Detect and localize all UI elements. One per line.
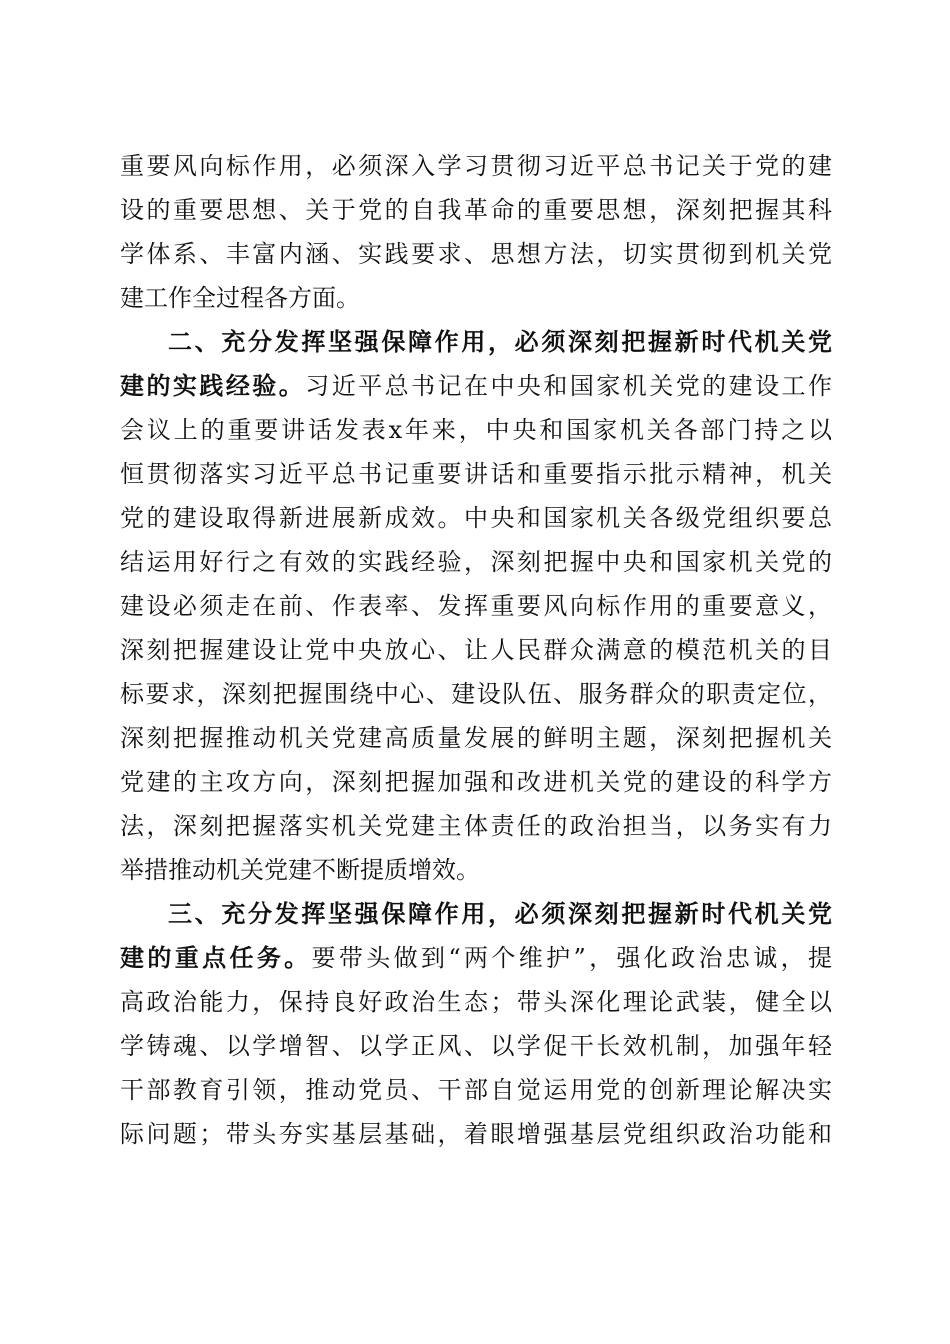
paragraph-2-line: 法，深刻把握落实机关党建主体责任的政治担当，以务实有力	[120, 812, 832, 840]
paragraph-2-line: 党的建设取得新进展新成效。中央和国家机关各级党组织要总	[120, 504, 832, 532]
paragraph-2-heading: 二、充分发挥坚强保障作用，必须深刻把握新时代机关党	[168, 328, 832, 356]
paragraph-2-line: 建设必须走在前、作表率、发挥重要风向标作用的重要意义，	[120, 592, 832, 620]
paragraph-3-line	[120, 936, 832, 980]
paragraph-2-line: 恒贯彻落实习近平总书记重要讲话和重要指示批示精神，机关	[120, 460, 832, 488]
paragraph-2-line: 党建的主攻方向，深刻把握加强和改进机关党的建设的科学方	[120, 768, 832, 796]
paragraph-1-line: 学体系、丰富内涵、实践要求、思想方法，切实贯彻到机关党	[120, 240, 832, 268]
paragraph-1-line: 设的重要思想、关于党的自我革命的重要思想，深刻把握其科	[120, 196, 832, 224]
paragraph-3-line: 学铸魂、以学增智、以学正风、以学促干长效机制，加强年轻	[120, 1032, 832, 1060]
paragraph-3-line: 际问题；带头夯实基层基础，着眼增强基层党组织政治功能和	[120, 1120, 832, 1148]
paragraph-2-line: 深刻把握推动机关党建高质量发展的鲜明主题，深刻把握机关	[120, 724, 832, 752]
paragraph-2-heading-end: 建的实践经验。	[120, 372, 306, 400]
paragraph-3-line: 干部教育引领，推动党员、干部自觉运用党的创新理论解决实	[120, 1076, 832, 1104]
paragraph-3-heading: 三、充分发挥坚强保障作用，必须深刻把握新时代机关党	[168, 900, 832, 928]
paragraph-2-line	[120, 364, 832, 408]
paragraph-2-line: 标要求，深刻把握围绕中心、建设队伍、服务群众的职责定位，	[120, 680, 832, 708]
paragraph-2-line: 结运用好行之有效的实践经验，深刻把握中央和国家机关党的	[120, 548, 832, 576]
paragraph-1-line: 重要风向标作用，必须深入学习贯彻习近平总书记关于党的建	[120, 152, 832, 180]
paragraph-1-line: 建工作全过程各方面。	[120, 284, 360, 312]
paragraph-2-line: 深刻把握建设让党中央放心、让人民群众满意的模范机关的目	[120, 636, 832, 664]
paragraph-3-line: 高政治能力，保持良好政治生态；带头深化理论武装，健全以	[120, 988, 832, 1016]
paragraph-2-line: 会议上的重要讲话发表x年来，中央和国家机关各部门持之以	[120, 416, 832, 444]
paragraph-3-line-text: 要带头做到“两个维护”，强化政治忠诚，提	[311, 944, 832, 972]
paragraph-2-line: 举措推动机关党建不断提质增效。	[120, 856, 480, 884]
paragraph-2-line-text: 习近平总书记在中央和国家机关党的建设工作	[305, 372, 833, 400]
paragraph-3-heading-end: 建的重点任务。	[120, 944, 312, 972]
document-body	[120, 144, 832, 1156]
